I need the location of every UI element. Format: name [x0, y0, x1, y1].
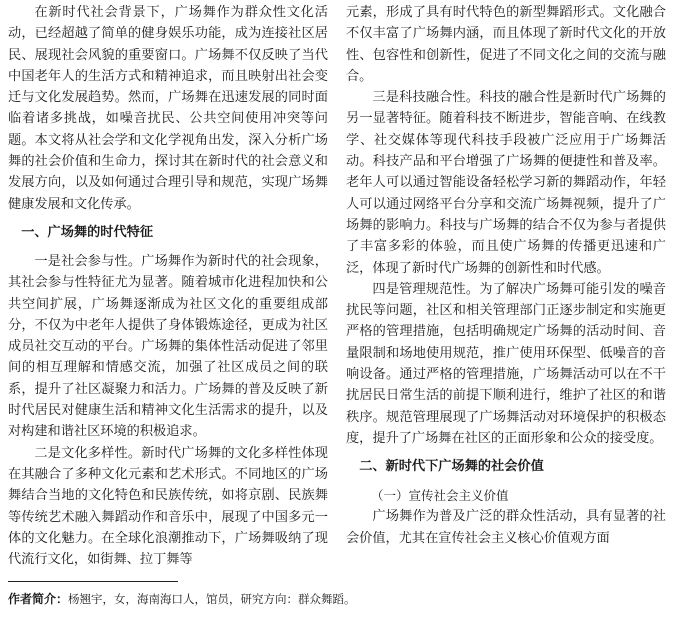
subsection-heading-1: （一）宣传社会主义价值 [371, 488, 509, 504]
social-value-paragraph: 广场舞作为普及广泛的群众性活动，具有显著的社会价值，尤其在宣传社会主义核心价值观方面 [346, 509, 666, 546]
footnote-label: 作者简介： [8, 592, 69, 606]
section-heading-2: 二、新时代下广场舞的社会价值 [359, 459, 544, 475]
section-heading-1: 一、广场舞的时代特征 [21, 224, 154, 240]
tech-integration-paragraph: 三是科技融合性。科技的融合性是新时代广场舞的另一显著特征。随着科技不断进步，智能音响、在线教学、社交媒体等现代科技手段被广泛应用于广场舞活动。科技产品和平台增强了广场舞的便捷性和普及率。老年人可以通过智能设备轻松学习新的舞蹈动作，年轻人可以通过网络平台分享和交流广场舞视频，提升了广场舞的影响力。科技与广场舞的结合不仅为参与者提供了丰富多彩的体验，而且使广场舞的传播更迅速和广泛，体现了新时代广场舞的创新性和时代感。 [346, 90, 666, 276]
left-column [8, 2, 328, 570]
footnote-divider [8, 581, 178, 582]
footnote-text: 杨翘宇，女，海南海口人，馆员，研究方向：群众舞蹈。 [68, 592, 356, 606]
cultural-diversity-paragraph-end: 元素，形成了具有时代特色的新型舞蹈形式。文化融合不仅丰富了广场舞内涵，而且体现了新时代文化的开放性、包容性和创新性，促进了不同文化之间的交流与融合。 [346, 5, 666, 84]
author-footnote [8, 589, 356, 609]
right-column [346, 2, 666, 549]
management-paragraph: 四是管理规范性。为了解决广场舞可能引发的噪音扰民等问题，社区和相关管理部门正逐步制定和实施更严格的管理措施，包括明确规定广场舞的活动时间、音量限制和场地使用规范，推广使用环保型、低噪音的音响设备。通过严格的管理措施，广场舞活动可以在不干扰居民日常生活的前提下顺利进行，维护了社区的和谐秩序。规范管理展现了广场舞活动对环境保护的积极态度，提升了广场舞在社区的正面形象和公众的接受度。 [346, 281, 666, 446]
intro-paragraph: 在新时代社会背景下，广场舞作为群众性文化活动，已经超越了简单的健身娱乐功能，成为连接社区居民、展现社会风貌的重要窗口。广场舞不仅反映了当代中国老年人的生活方式和精神追求，而且映射出社会变迁与文化发展趋势。然而，广场舞在迅速发展的同时面临着诸多挑战，如噪音扰民、公共空间使用冲突等问题。本文将从社会学和文化学视角出发，深入分析广场舞的社会价值和生命力，探讨其在新时代的社会意义和发展方向，以及如何通过合理引导和规范，实现广场舞健康发展和文化传承。 [8, 5, 328, 212]
cultural-diversity-paragraph-start: 二是文化多样性。新时代广场舞的文化多样性体现在其融合了多种文化元素和艺术形式。不同地区的广场舞结合当地的文化特色和民族传统，如将京剧、民族舞等传统艺术融入舞蹈动作和音乐中，展现了中国多元一体的文化魅力。在全球化浪潮推动下，广场舞吸纳了现代流行文化，如街舞、拉丁舞等 [8, 445, 328, 568]
social-participation-paragraph: 一是社会参与性。广场舞作为新时代的社会现象，其社会参与性特征尤为显著。随着城市化进程加快和公共空间扩展，广场舞逐渐成为社区文化的重要组成部分，不仅为中老年人提供了身体锻炼途径，更成为社区成员社交互动的平台。广场舞的集体性活动促进了邻里间的相互理解和情感交流，加强了社区成员之间的联系，提升了社区凝聚力和活力。广场舞的普及反映了新时代居民对健康生活和精神文化生活需求的提升，以及对构建和谐社区环境的积极追求。 [8, 253, 328, 440]
